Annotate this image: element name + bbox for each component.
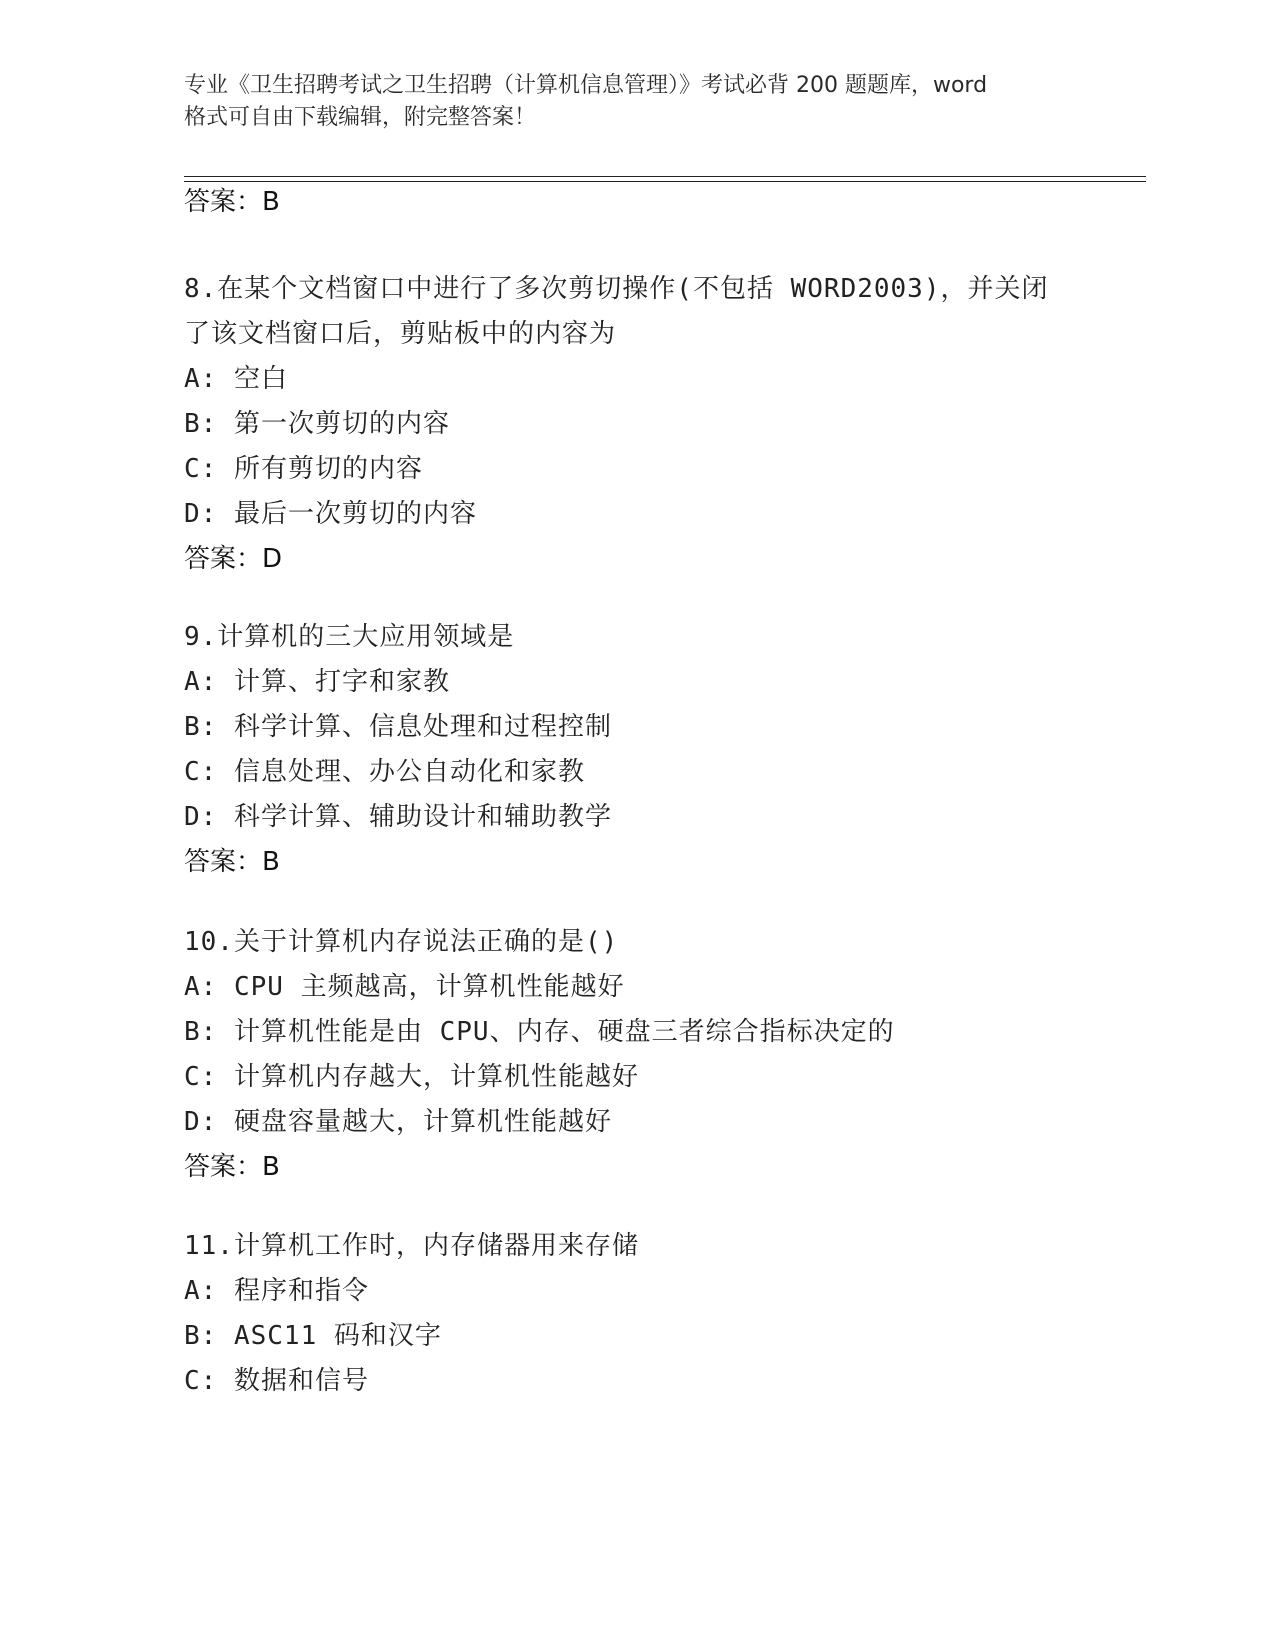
- option-d: D: 科学计算、辅助设计和辅助教学: [184, 802, 612, 832]
- option-d: D: 最后一次剪切的内容: [184, 499, 477, 529]
- option-a: A: 计算、打字和家教: [184, 667, 450, 697]
- option-c: C: 所有剪切的内容: [184, 454, 423, 484]
- question-text: 了该文档窗口后，剪贴板中的内容为: [184, 319, 617, 349]
- answer-line: 答案：B: [184, 847, 280, 877]
- option-b: B: ASC11 码和汉字: [184, 1321, 442, 1351]
- question-block: [184, 920, 1084, 1190]
- previous-answer-block: [184, 180, 1084, 225]
- question-block: [184, 267, 1084, 582]
- answer-line: 答案：B: [184, 187, 280, 217]
- option-a: A: CPU 主频越高，计算机性能越好: [184, 972, 625, 1002]
- option-c: C: 信息处理、办公自动化和家教: [184, 757, 585, 787]
- question-text: 8.在某个文档窗口中进行了多次剪切操作(不包括 WORD2003)，并关闭: [184, 274, 1049, 304]
- option-c: C: 计算机内存越大，计算机性能越好: [184, 1062, 639, 1092]
- header-divider: [184, 176, 1146, 177]
- header-line: 专业《卫生招聘考试之卫生招聘（计算机信息管理）》考试必背 200 题题库，word: [184, 73, 988, 98]
- question-text: 11.计算机工作时，内存储器用来存储: [184, 1231, 639, 1261]
- option-d: D: 硬盘容量越大，计算机性能越好: [184, 1107, 612, 1137]
- document-header: [184, 70, 1084, 134]
- option-a: A: 空白: [184, 364, 288, 394]
- option-b: B: 科学计算、信息处理和过程控制: [184, 712, 612, 742]
- question-block: [184, 1224, 1084, 1404]
- answer-line: 答案：B: [184, 1152, 280, 1182]
- header-line: 格式可自由下载编辑，附完整答案！: [184, 105, 537, 130]
- answer-line: 答案：D: [184, 544, 283, 574]
- option-b: B: 第一次剪切的内容: [184, 409, 450, 439]
- option-c: C: 数据和信号: [184, 1366, 369, 1396]
- question-text: 10.关于计算机内存说法正确的是(): [184, 927, 619, 957]
- option-a: A: 程序和指令: [184, 1276, 369, 1306]
- question-text: 9.计算机的三大应用领域是: [184, 622, 515, 652]
- question-block: [184, 615, 1084, 885]
- option-b: B: 计算机性能是由 CPU、内存、硬盘三者综合指标决定的: [184, 1017, 895, 1047]
